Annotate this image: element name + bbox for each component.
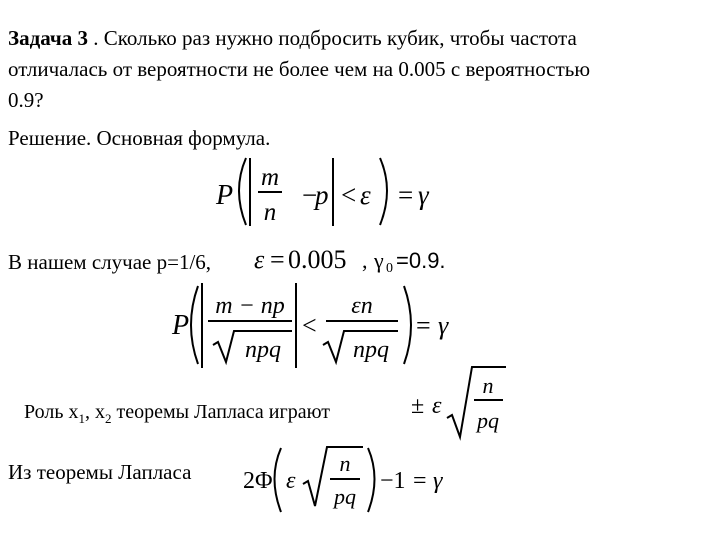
- norm-gamma: γ: [438, 311, 449, 340]
- main-n: n: [263, 199, 277, 226]
- gamma0-symbol: γ: [374, 248, 384, 273]
- laplace-n: n: [339, 451, 351, 476]
- main-P: P: [216, 180, 234, 211]
- gamma0-value: =0.9.: [396, 248, 446, 273]
- main-p: p: [315, 180, 329, 210]
- norm-paren-right: [404, 286, 411, 364]
- task-line-3: 0.9?: [8, 88, 44, 112]
- laplace-paren-left: [275, 448, 282, 512]
- norm-lt: <: [302, 311, 317, 340]
- main-gamma: γ: [418, 180, 429, 210]
- task-text-1: Сколько раз нужно подбросить кубик, чтобы частота: [103, 26, 577, 50]
- task-separator: .: [87, 26, 104, 50]
- norm-denominator-right: npq: [353, 337, 389, 363]
- norm-denominator-left: npq: [245, 337, 281, 363]
- main-epsilon: ε: [360, 180, 371, 210]
- bounds-pm: ±: [411, 393, 425, 419]
- main-lt: <: [341, 180, 357, 210]
- laplace-paren-right: [368, 448, 375, 512]
- laplace-minus-one: −1: [380, 468, 406, 494]
- norm-eq: =: [416, 311, 431, 340]
- main-paren-left: [239, 158, 246, 225]
- main-eq: =: [398, 180, 414, 210]
- bounds-epsilon: ε: [432, 393, 442, 419]
- roles-mid: , x: [84, 401, 105, 423]
- norm-numerator-left: m − np: [215, 293, 285, 319]
- gamma0-sub: 0: [386, 261, 393, 276]
- case-text: В нашем случае p=1/6,: [8, 250, 212, 274]
- eps-symbol: ε: [254, 245, 265, 274]
- norm-numerator-right: εn: [351, 293, 373, 319]
- roles-sub-1: 1: [78, 411, 85, 426]
- task-line-2: отличалась от вероятности не более чем на 0.005 с вероятностью: [8, 57, 591, 81]
- main-m: m: [260, 164, 280, 191]
- roles-sub-2: 2: [104, 411, 112, 426]
- eps-eq: =: [270, 245, 285, 274]
- task-label: Задача 3: [8, 26, 88, 50]
- laplace-eq: =: [413, 468, 427, 494]
- eps-value: 0.005: [288, 245, 347, 274]
- bounds-n: n: [482, 373, 494, 398]
- norm-paren-left: [191, 286, 198, 364]
- roles-suffix: теоремы Лапласа играют: [111, 401, 330, 423]
- laplace-pq: pq: [334, 484, 356, 509]
- main-minus: −: [302, 180, 318, 210]
- norm-P: P: [172, 310, 190, 341]
- case-comma: ,: [362, 248, 368, 273]
- laplace-text: Из теоремы Лапласа: [8, 460, 192, 484]
- main-paren-right: [380, 158, 387, 225]
- bounds-pq: pq: [477, 408, 499, 433]
- laplace-gamma: γ: [433, 468, 443, 494]
- roles-prefix: Роль x: [24, 401, 79, 423]
- laplace-coef: 2Φ: [243, 468, 273, 494]
- laplace-epsilon: ε: [286, 468, 296, 494]
- solution-intro: Решение. Основная формула.: [8, 126, 271, 150]
